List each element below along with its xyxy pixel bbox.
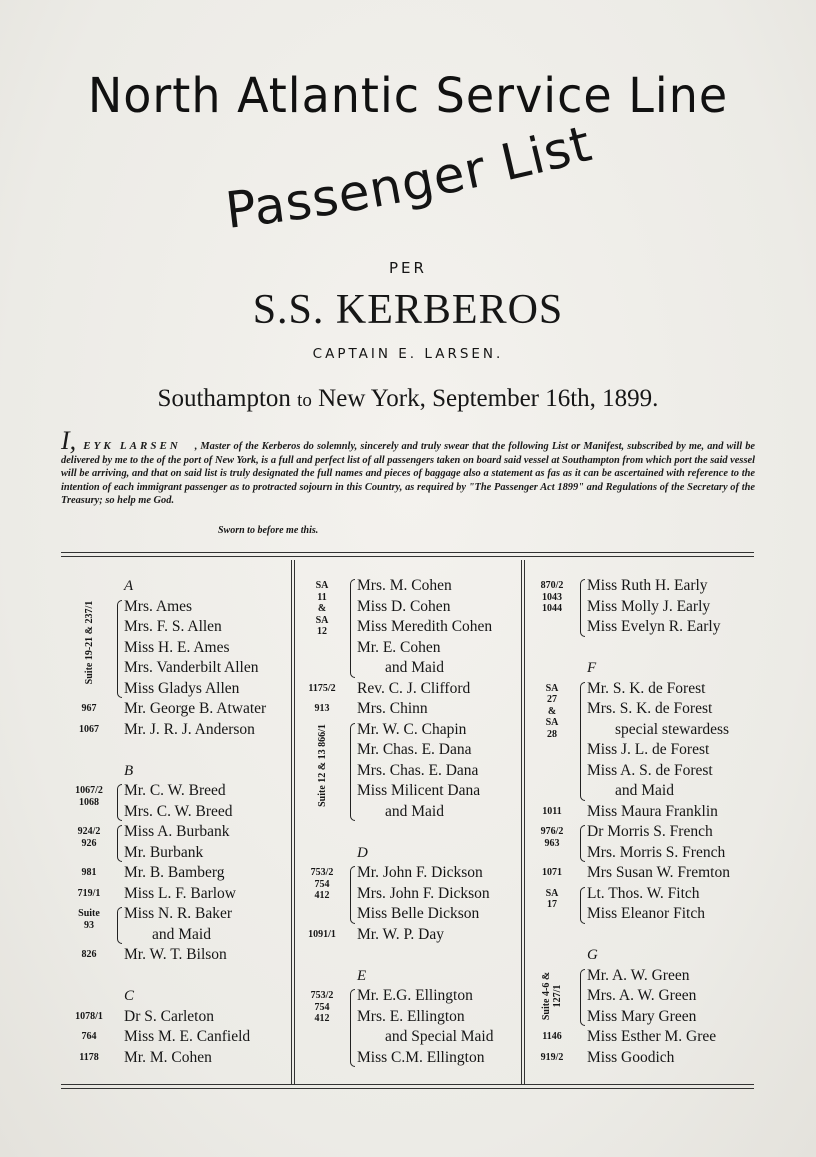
section-row [61,761,281,782]
cabin-number: 976/2 963 [540,826,564,849]
cabin-number: 1078/1 [75,1010,103,1022]
section-row [524,658,744,679]
passenger-name: Mr. J. R. J. Anderson [124,720,255,738]
passenger-name: Miss Ruth H. Early [587,577,708,594]
passenger-name: Mrs. A. W. Green [587,987,697,1004]
table-top-rule-2 [61,556,754,557]
section-row [524,945,744,966]
passenger-name: Dr S. Carleton [124,1007,214,1025]
cabin-number: 1146 [542,1031,562,1042]
passenger-name: Miss Esther M. Gree [587,1028,717,1045]
passenger-group [524,576,744,638]
passenger-row [294,1048,514,1069]
passenger-group [61,884,281,905]
passenger-name: Lt. Thos. W. Fitch [587,884,700,902]
group-brace [580,579,585,637]
cabin-number: 924/2 926 [77,826,101,849]
cabin-number: 826 [81,949,97,960]
cabin-number: SA 17 [545,887,559,910]
passenger-name: Mrs. John F. Dickson [357,884,490,902]
passenger-name: Mr. C. W. Breed [124,782,226,799]
ship-name: S.S. KERBEROS [252,287,564,333]
oath-master-name: EYK LARSEN [83,440,181,452]
passenger-name: Miss Milicent Dana [357,782,481,799]
cabin-number: 1175/2 [308,682,336,694]
passenger-name: Miss A. Burbank [124,823,230,840]
section-row [294,966,514,987]
cabin-number: Suite 93 [78,908,100,931]
passenger-row [294,638,514,659]
passenger-name: Miss C.M. Ellington [357,1048,485,1066]
passenger-name: Mr. A. W. Green [587,966,690,984]
blank-row [294,945,514,966]
captain-name: CAPTAIN E. LARSEN. [312,346,504,362]
cabin-number: 981 [81,867,97,878]
cabin-number: 1011 [542,805,562,817]
passenger-row [524,761,744,782]
route-destination-date: New York, September 16th, 1899. [318,385,659,412]
section-row [294,843,514,864]
group-brace [350,866,355,924]
cabin-number: 753/2 754 412 [310,990,334,1024]
passenger-group [524,884,744,925]
oath-initial: I, [61,426,77,455]
passenger-group [61,1027,281,1048]
passenger-name: Mr. Burbank [124,843,204,861]
cabin-number: 1178 [79,1051,99,1063]
passenger-row [524,781,744,802]
cabin-number: 764 [81,1031,97,1042]
section-letter: D [357,844,368,861]
cabin-number: 1067 [79,723,99,735]
passenger-name: Miss Meredith Cohen [357,618,493,635]
passenger-name: Mr. E.G. Ellington [357,987,473,1004]
section-letter: C [124,988,135,1004]
route-to: to [297,390,312,411]
cabin-number: 967 [81,703,97,714]
group-brace [350,579,355,678]
passenger-name: Miss M. E. Canfield [124,1028,251,1045]
group-brace [117,600,122,699]
cabin-number: 1091/1 [308,928,336,940]
passenger-name: Mrs. E. Ellington [357,1007,465,1025]
passenger-row [294,1027,514,1048]
passenger-name: Rev. C. J. Clifford [357,679,471,697]
passenger-name: Miss Molly J. Early [587,597,711,615]
passenger-group [61,781,281,822]
svg-text:Passenger List [223,114,598,240]
passenger-name: and Special Maid [385,1028,494,1045]
passenger-name: Miss Maura Franklin [587,802,718,820]
cabin-number: 753/2 754 412 [310,867,334,901]
section-letter: F [587,660,597,676]
passenger-name: Mrs. Vanderbilt Allen [124,659,259,676]
passenger-group [524,966,744,1028]
passenger-row [524,740,744,761]
passenger-name: Miss N. R. Baker [124,905,233,922]
passenger-group [524,863,744,884]
passenger-name: Miss D. Cohen [357,597,451,615]
passenger-name: Mr. M. Cohen [124,1048,212,1066]
group-brace [117,825,122,862]
cabin-number: 719/1 [77,887,101,899]
passenger-group [61,945,281,966]
passenger-group [294,863,514,925]
passenger-group [524,679,744,802]
passenger-name: Mrs. Ames [124,597,193,615]
passenger-group [524,802,744,823]
passenger-group [524,822,744,863]
blank-row [61,740,281,761]
passenger-name: Mr. E. Cohen [357,638,441,656]
passenger-group [61,597,281,700]
passenger-name: Miss Goodich [587,1048,675,1066]
cabin-number: SA 11 & SA 12 [315,580,329,637]
passenger-name: Mrs. Chinn [357,700,428,717]
passenger-name: Miss L. F. Barlow [124,884,237,902]
passenger-column-1 [61,576,281,1068]
passenger-name: Mr. John F. Dickson [357,864,483,881]
passenger-name: Miss A. S. de Forest [587,761,713,779]
group-brace [580,969,585,1027]
blank-row [524,925,744,946]
passenger-name: Mrs. M. Cohen [357,577,452,594]
passenger-name: Mr. W. T. Bilson [124,946,227,963]
passenger-name: Miss Evelyn R. Early [587,618,721,635]
group-brace [117,907,122,944]
passenger-name: and Maid [385,659,444,676]
passenger-group [61,1007,281,1028]
passenger-name: special stewardess [615,720,730,738]
sworn-line: Sworn to before me this. [218,525,319,536]
cabin-number: Suite 12 & 13 866/1 [316,723,328,807]
section-letter: B [124,762,134,779]
passenger-name: Mrs. C. W. Breed [124,802,233,820]
per-label: PER [389,259,427,277]
passenger-name: Mrs. Morris S. French [587,843,726,861]
passenger-list-title-text: Passenger List [222,114,598,240]
column-divider [291,560,292,1085]
route-origin: Southampton [157,385,291,412]
passenger-group [294,576,514,679]
passenger-group [294,720,514,823]
passenger-name: Mr. Chas. E. Dana [357,741,472,758]
passenger-name: Dr Morris S. French [587,823,713,840]
cabin-number: SA 27 & SA 28 [545,682,559,740]
passenger-name: Mrs Susan W. Fremton [587,864,730,881]
table-top-rule [61,552,754,553]
section-letter: E [357,967,367,984]
passenger-name: Mr. W. P. Day [357,925,444,943]
section-letter: G [587,947,598,963]
oath-paragraph [61,426,756,508]
passenger-name: Miss H. E. Ames [124,638,230,656]
table-bottom-rule-2 [61,1088,754,1089]
passenger-name: and Maid [385,802,444,820]
passenger-name: Mr. George B. Atwater [124,700,267,717]
passenger-column-3 [524,576,744,1068]
passenger-group [294,925,514,946]
shipping-line-title: North Atlantic Service Line [87,66,729,124]
cabin-number: 913 [314,703,330,714]
passenger-name: and Maid [152,925,211,943]
group-brace [580,887,585,924]
passenger-group [524,1048,744,1069]
cabin-number: 870/2 1043 1044 [540,580,564,614]
passenger-group [61,863,281,884]
passenger-group [61,822,281,863]
cabin-number: 1071 [542,867,562,878]
passenger-group [61,720,281,741]
passenger-list-title [222,114,608,260]
passenger-row [294,658,514,679]
cabin-number: Suite 19-21 & 237/1 [83,600,95,685]
passenger-name: Mr. S. K. de Forest [587,679,706,697]
blank-row [61,966,281,987]
section-letter: A [124,578,134,594]
passenger-name: Mrs. S. K. de Forest [587,700,713,717]
passenger-name: Mrs. F. S. Allen [124,618,222,635]
group-brace [580,682,585,801]
group-brace [350,723,355,822]
passenger-name: Mr. W. C. Chapin [357,720,467,738]
table-bottom-rule [61,1084,754,1085]
passenger-group [524,1027,744,1048]
passenger-row [524,617,744,638]
passenger-name: Mrs. Chas. E. Dana [357,761,479,779]
passenger-name: and Maid [615,782,674,799]
passenger-column-2 [294,576,514,1068]
group-brace [350,989,355,1067]
group-brace [117,784,122,821]
passenger-group [61,904,281,945]
group-brace [580,825,585,862]
section-row [61,986,281,1007]
passenger-name: Miss Mary Green [587,1007,697,1025]
passenger-group [294,986,514,1068]
blank-row [524,638,744,659]
cabin-number: 919/2 [540,1051,564,1063]
passenger-row [294,904,514,925]
cabin-number: 1067/2 1068 [75,785,103,808]
passenger-name: Miss Gladys Allen [124,679,240,697]
oath-text: , Master of the Kerberos do solemnly, sincerely and truly swear that the following List or Manifest, subscribed by me, and will be delivered by me to the of the port of New York, is a full and perfect list of all passengers taken on board said vessel at Southampton from which port the said vessel will be arriving, and that on said list is truly designated the full names and pieces of baggage also a statement as fas as it can be ascertained with reference to the intention of each immigrant passenger as to protracted sojourn in this Country, as required by "The Passenger Act 1899" and Regulations of the Secretary of the Treasury; so help me God. [61,441,756,507]
voyage-route [0,385,816,413]
passenger-group [294,679,514,700]
column-divider [521,560,522,1085]
passenger-name: Miss Eleanor Fitch [587,905,705,922]
passenger-name: Miss Belle Dickson [357,905,480,922]
passenger-name: Miss J. L. de Forest [587,741,710,758]
passenger-group [61,1048,281,1069]
blank-row [294,822,514,843]
passenger-name: Mr. B. Bamberg [124,864,225,881]
cabin-number: Suite 4-6 & 127/1 [541,972,563,1021]
passenger-group [61,699,281,720]
